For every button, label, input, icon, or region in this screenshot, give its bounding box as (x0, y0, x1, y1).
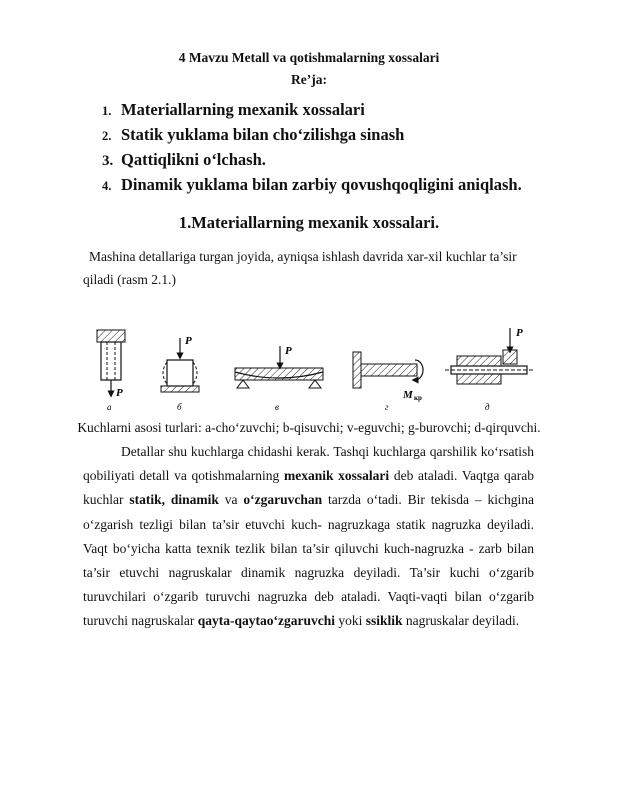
body-segment: Detallar shu kuchlarga chidashi kerak. Tashqi kuchlarga qarshilik ko‘rsatish qobiliyati detall va qotishmalarning (83, 444, 534, 484)
plan-heading: Re’ja: (291, 72, 327, 87)
plan-item-number: 2. (102, 129, 112, 143)
plan-item-text: Dinamik yuklama bilan zarbiy qovushqoqligini aniqlash. (121, 175, 522, 194)
term-repeated: qayta-qaytao‘zgaruvchi (197, 613, 335, 629)
body-text (83, 440, 534, 634)
plan-item-number: 1. (102, 104, 112, 118)
plan-item-text: Qattiqlikni o‘lchash. (121, 150, 266, 169)
term-cyclic: ssiklik (365, 613, 403, 629)
plan-item (102, 125, 522, 150)
moment-label: M (403, 389, 413, 401)
label-d: д (485, 402, 490, 412)
plan-item-text: Materiallarning mexanik xossalari (121, 100, 365, 119)
compression-diagram (161, 335, 199, 412)
torsion-diagram (353, 352, 423, 412)
force-label: P (116, 387, 123, 399)
page-title: 4 Mavzu Metall va qotishmalarning xossalari (178, 50, 440, 65)
force-types-figure (85, 322, 535, 412)
body-segment: va (218, 492, 244, 508)
plan-item (102, 150, 522, 175)
body-segment: yoki (334, 613, 366, 629)
plan-item-text: Statik yuklama bilan cho‘zilishga sinash (121, 125, 405, 144)
label-v: в (275, 402, 279, 412)
body-segment: deb ataladi. Vaqtga qarab kuchlar (83, 468, 534, 508)
body-segment: nagruskalar deyiladi. (402, 613, 520, 629)
intro-text: Mashina detallariga turgan joyida, ayniqsa ishlash davrida xar-xil kuchlar ta’sir qiladi (rasm 2.1.) (83, 249, 517, 287)
force-label: P (516, 327, 523, 339)
plan-item (102, 175, 522, 200)
body-paragraph (83, 440, 534, 634)
tension-diagram (97, 330, 125, 412)
plan-item-number: 4. (102, 179, 112, 193)
bending-diagram (235, 345, 323, 412)
label-a: а (107, 402, 112, 412)
body-segment: tarzda o‘tadi. Bir tekisda – kichgina o‘zgarish tezligi bilan ta’sir etuvchi kuch- nagruzkaga statik nagruzka deyiladi. Vaqt bo‘yicha katta texnik tezlik bilan ta’sir qiluvchi kuch-nagruzka - zarb bilan ta’sir etuvchi nagruskalar dinamik nagruzka deyiladi. Ta’sir kuchi o‘zgarib turuvchilari o‘zgarib turuvchi nagruzka deb ataladi. Vaqti-vaqti bilan o‘zgarib turuvchi nagruskalar (83, 492, 535, 629)
term-variable: o‘zgaruvchan (243, 492, 323, 508)
label-g: г (385, 402, 389, 412)
shear-diagram (445, 327, 533, 412)
plan-item-number: 3. (102, 153, 114, 169)
force-label: P (285, 345, 292, 357)
plan-item (102, 100, 522, 125)
label-b: б (177, 402, 182, 412)
figure-caption: Kuchlarni asosi turlari: a-cho‘zuvchi; b-qisuvchi; v-eguvchi; g-burovchi; d-qirquvchi. (77, 420, 541, 435)
term-static-dynamic: statik, dinamik (129, 492, 219, 508)
section-heading: 1.Materiallarning mexanik xossalari. (178, 213, 440, 232)
intro-paragraph (83, 245, 533, 291)
force-label: P (185, 335, 192, 347)
term-mechanical-properties: mexanik xossalari (283, 468, 390, 484)
moment-subscript: кр (414, 394, 422, 402)
plan-list (102, 100, 522, 200)
